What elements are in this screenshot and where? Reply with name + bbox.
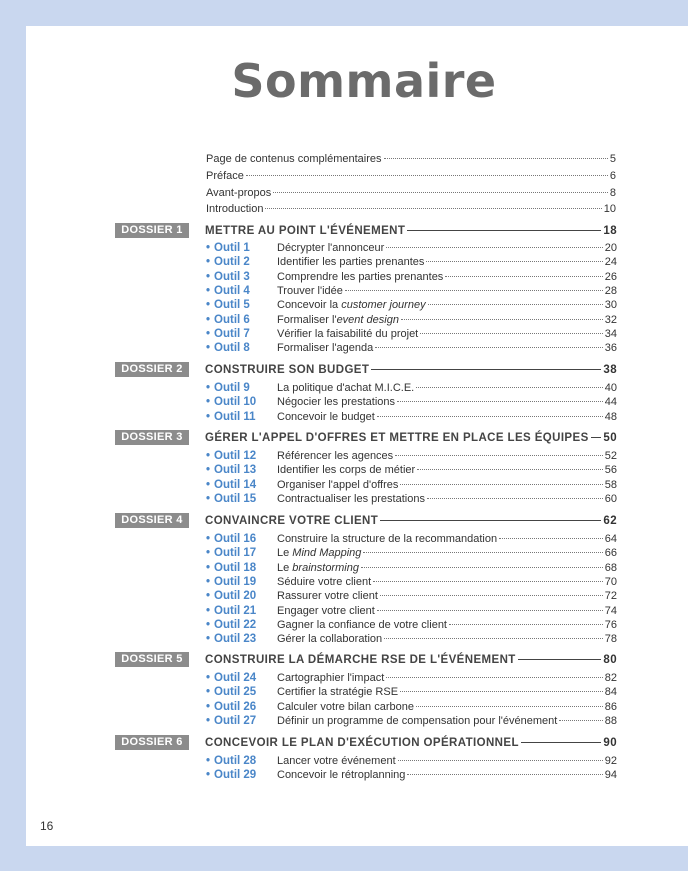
tool-tag [206,327,277,341]
tool-tag-label: Outil 29 [214,769,257,782]
tool-tag [206,241,277,255]
tool-title [277,341,373,355]
bullet-icon: • [206,633,211,646]
tool-page: 82 [604,672,617,684]
toc-entry[interactable] [206,152,616,166]
tool-page: 84 [604,686,617,699]
tool-tag [206,561,277,575]
tool-tag [206,341,277,355]
tool-tag [206,632,277,646]
dossier-heading[interactable] [205,653,617,667]
bullet-icon: • [206,313,211,326]
tool-title-text: Le [277,561,293,574]
tool-title-text: Concevoir le budget [277,410,375,423]
leader-dots [363,552,602,553]
toc-entry-page: 8 [609,187,616,199]
leader-dots [445,276,602,277]
tool-title [277,313,399,327]
tool-entry[interactable] [206,395,617,409]
leader-dots [417,469,603,470]
tool-title [277,561,359,575]
leader-dots [426,261,602,262]
tool-entry[interactable] [206,241,617,255]
tool-entry[interactable] [206,284,617,298]
tool-title [277,546,361,560]
tool-page: 94 [604,769,617,782]
tool-title [277,618,447,632]
leader-line [407,230,601,231]
tool-entry[interactable] [206,381,617,395]
leader-line [521,742,602,743]
bullet-icon: • [206,270,211,283]
leader-dots [386,247,602,248]
leader-dots [420,333,603,334]
tool-title-text: Formaliser l' [277,313,337,326]
bullet-icon: • [206,700,211,713]
bullet-icon: • [206,342,211,355]
dossier-badge: DOSSIER 1 [115,223,189,238]
tool-entry[interactable] [206,255,617,269]
bullet-icon: • [206,769,211,782]
bullet-icon: • [206,755,211,767]
dossier-title: METTRE AU POINT L'ÉVÉNEMENT [205,225,406,237]
tool-tag-label: Outil 6 [214,313,250,326]
tool-page: 86 [604,700,617,713]
tool-title [277,241,384,255]
tool-tag [206,255,277,269]
tool-title-text: Gérer la collaboration [277,633,383,646]
bullet-icon: • [206,618,211,631]
tool-entry[interactable] [206,561,617,575]
tool-entry[interactable] [206,298,617,312]
tool-tag-label: Outil 10 [214,396,257,409]
tool-title-text: Gagner la confiance de votre client [277,618,447,631]
tool-tag [206,284,277,298]
tool-title-text: Définir un programme de compensation pour l'événement [277,714,558,727]
bullet-icon: • [206,478,211,491]
tool-entry[interactable] [206,463,617,477]
dossier-page: 18 [603,225,617,237]
tool-entry[interactable] [206,575,617,589]
leader-dots [400,691,603,692]
tool-tag-label: Outil 26 [214,700,257,713]
tool-page: 24 [604,256,617,269]
tool-title-text: Vérifier la faisabilité du projet [277,327,419,340]
leader-dots [395,455,603,456]
bullet-icon: • [206,464,211,477]
leader-dots [380,595,603,596]
tool-tag [206,589,277,603]
tool-tag [206,700,277,714]
tool-title-text: Lancer votre événement [277,755,396,767]
tool-tag-label: Outil 9 [214,382,250,394]
toc-entry-page: 6 [609,170,616,182]
tool-title-text: Contractualiser les prestations [277,492,425,505]
tool-title [277,589,378,603]
dossier-heading[interactable] [205,431,617,445]
leader-dots [373,581,603,582]
leader-dots [400,484,602,485]
tool-title [277,604,375,618]
tool-entry[interactable] [206,632,617,646]
tool-tag [206,714,277,728]
toc-entry-label: Avant-propos [206,187,272,199]
tool-entry[interactable] [206,478,617,492]
dossier-title: CONCEVOIR LE PLAN D'EXÉCUTION OPÉRATIONNEL [205,737,519,749]
tool-tag [206,546,277,560]
bullet-icon: • [206,590,211,603]
tool-title-text: Construire la structure de la recommandation [277,533,498,545]
leader-dots [375,347,602,348]
toc-entry-label: Introduction [206,203,264,215]
tool-title [277,632,382,646]
tool-tag [206,270,277,284]
tool-entry[interactable] [206,341,617,355]
tool-tag [206,463,277,477]
leader-dots [416,706,603,707]
document-page [26,26,688,846]
page-title: Sommaire [231,54,497,108]
tool-title-text: Rassurer votre client [277,590,378,603]
tool-title [277,395,395,409]
tool-page: 26 [604,270,617,283]
tool-tag-label: Outil 21 [214,604,257,617]
tool-tag-label: Outil 18 [214,561,257,574]
tool-tag-label: Outil 16 [214,533,257,545]
leader-line [591,437,602,438]
tool-entry[interactable] [206,492,617,506]
leader-dots [397,401,603,402]
leader-dots [377,610,603,611]
tool-page: 76 [604,618,617,631]
bullet-icon: • [206,533,211,545]
toc-entry[interactable] [206,186,616,200]
tool-tag-label: Outil 20 [214,590,257,603]
dossier-badge: DOSSIER 2 [115,362,189,377]
tool-tag-label: Outil 15 [214,492,257,505]
tool-title-italic: Mind Mapping [292,547,362,560]
leader-dots [499,538,603,539]
tool-title-text: Concevoir le rétroplanning [277,769,406,782]
tool-title-italic: brainstorming [292,561,359,574]
tool-page: 68 [604,561,617,574]
bullet-icon: • [206,284,211,297]
tool-title [277,714,557,728]
dossier-page: 50 [603,432,617,444]
tool-entry[interactable] [206,313,617,327]
leader-dots [427,498,603,499]
tool-entry[interactable] [206,754,617,768]
tool-title [277,532,497,546]
toc-entry-page: 10 [603,203,616,215]
tool-title-text: Décrypter l'annonceur [277,242,385,254]
tool-entry[interactable] [206,714,617,728]
bullet-icon: • [206,396,211,409]
tool-tag-label: Outil 2 [214,256,250,269]
tool-page: 78 [604,633,617,646]
tool-tag-label: Outil 8 [214,342,250,355]
tool-entry[interactable] [206,410,617,424]
tool-title [277,255,424,269]
tool-title-text: Séduire votre client [277,575,372,588]
tool-tag [206,298,277,312]
dossier-heading[interactable] [205,736,617,750]
leader-line [371,369,601,370]
tool-entry[interactable] [206,532,617,546]
tool-entry[interactable] [206,618,617,632]
tool-tag-label: Outil 12 [214,450,257,462]
leader-dots [428,304,603,305]
tool-page: 32 [604,313,617,326]
tool-tag-label: Outil 27 [214,714,257,727]
bullet-icon: • [206,450,211,462]
tool-title-text: Calculer votre bilan carbone [277,700,414,713]
tool-page: 28 [604,284,617,297]
tool-tag [206,768,277,782]
tool-title [277,463,415,477]
tool-title-text: Cartographier l'impact [277,672,385,684]
leader-line [380,520,601,521]
dossier-badge: DOSSIER 3 [115,430,189,445]
tool-title-italic: event design [336,313,399,326]
tool-tag [206,754,277,768]
tool-title [277,492,425,506]
tool-tag-label: Outil 4 [214,284,250,297]
tool-page: 52 [604,450,617,462]
tool-tag [206,492,277,506]
dossier-title: CONSTRUIRE SON BUDGET [205,364,370,376]
tool-title-text: Négocier les prestations [277,396,396,409]
tool-title [277,327,418,341]
bullet-icon: • [206,242,211,254]
bullet-icon: • [206,492,211,505]
leader-dots [401,319,603,320]
tool-title [277,671,384,685]
leader-dots [384,638,603,639]
tool-entry[interactable] [206,604,617,618]
leader-dots [246,175,608,176]
bullet-icon: • [206,410,211,423]
bullet-icon: • [206,382,211,394]
leader-dots [384,158,608,159]
dossier-title: GÉRER L'APPEL D'OFFRES ET METTRE EN PLACE LES ÉQUIPES [205,432,589,444]
tool-page: 66 [604,547,617,560]
leader-dots [559,720,602,721]
tool-title-text: La politique d'achat M.I.C.E. [277,382,415,394]
tool-page: 72 [604,590,617,603]
tool-title [277,410,375,424]
leader-dots [265,208,601,209]
tool-entry[interactable] [206,589,617,603]
bullet-icon: • [206,256,211,269]
tool-entry[interactable] [206,671,617,685]
tool-tag-label: Outil 13 [214,464,257,477]
tool-entry[interactable] [206,685,617,699]
tool-tag-label: Outil 17 [214,547,257,560]
dossier-badge: DOSSIER 4 [115,513,189,528]
tool-entry[interactable] [206,449,617,463]
tool-title-text: Le [277,547,293,560]
dossier-page: 62 [603,515,617,527]
tool-tag [206,618,277,632]
tool-page: 48 [604,410,617,423]
tool-page: 20 [604,242,617,254]
tool-page: 70 [604,575,617,588]
tool-tag-label: Outil 5 [214,299,250,312]
tool-title-text: Formaliser l'agenda [277,342,374,355]
tool-page: 60 [604,492,617,505]
bullet-icon: • [206,561,211,574]
leader-dots [407,774,602,775]
toc-entry[interactable] [206,202,616,216]
bullet-icon: • [206,714,211,727]
tool-tag [206,478,277,492]
toc-entry-page: 5 [609,153,616,165]
leader-dots [345,290,603,291]
tool-tag-label: Outil 25 [214,686,257,699]
dossier-title: CONSTRUIRE LA DÉMARCHE RSE DE L'ÉVÉNEMENT [205,654,516,666]
tool-tag-label: Outil 7 [214,327,250,340]
leader-dots [398,760,603,761]
tool-tag-label: Outil 1 [214,242,250,254]
bullet-icon: • [206,604,211,617]
tool-tag [206,685,277,699]
leader-line [518,659,602,660]
bullet-icon: • [206,672,211,684]
tool-title [277,381,414,395]
tool-page: 56 [604,464,617,477]
tool-tag [206,449,277,463]
tool-page: 88 [604,714,617,727]
tool-tag-label: Outil 23 [214,633,257,646]
tool-title-text: Référencer les agences [277,450,394,462]
tool-title [277,298,426,312]
bullet-icon: • [206,327,211,340]
dossier-badge: DOSSIER 6 [115,735,189,750]
dossier-page: 38 [603,364,617,376]
leader-dots [386,677,602,678]
tool-entry[interactable] [206,700,617,714]
toc-entry[interactable] [206,169,616,183]
tool-title-text: Identifier les corps de métier [277,464,416,477]
tool-title [277,284,343,298]
tool-title [277,685,398,699]
tool-title [277,575,371,589]
tool-tag-label: Outil 3 [214,270,250,283]
dossier-page: 90 [603,737,617,749]
tool-title-italic: customer journey [341,299,426,312]
tool-page: 92 [604,755,617,767]
leader-dots [416,387,603,388]
dossier-page: 80 [603,654,617,666]
tool-page: 34 [604,327,617,340]
tool-title-text: Concevoir la [277,299,342,312]
tool-tag [206,395,277,409]
dossier-heading[interactable] [205,363,617,377]
tool-tag-label: Outil 24 [214,672,257,684]
tool-page: 40 [604,382,617,394]
tool-title-text: Engager votre client [277,604,375,617]
tool-page: 30 [604,299,617,312]
leader-dots [449,624,603,625]
tool-page: 44 [604,396,617,409]
tool-tag-label: Outil 28 [214,755,257,767]
tool-entry[interactable] [206,327,617,341]
tool-title [277,754,396,768]
tool-entry[interactable] [206,270,617,284]
bullet-icon: • [206,547,211,560]
dossier-badge: DOSSIER 5 [115,652,189,667]
tool-title [277,478,398,492]
leader-dots [377,416,603,417]
tool-page: 74 [604,604,617,617]
tool-tag-label: Outil 19 [214,575,257,588]
tool-page: 36 [604,342,617,355]
tool-tag [206,575,277,589]
bullet-icon: • [206,575,211,588]
dossier-heading[interactable] [205,224,617,238]
tool-title [277,270,443,284]
tool-title-text: Identifier les parties prenantes [277,256,425,269]
tool-title [277,768,405,782]
tool-title [277,449,393,463]
tool-tag-label: Outil 22 [214,618,257,631]
tool-entry[interactable] [206,546,617,560]
tool-tag [206,604,277,618]
toc-entry-label: Préface [206,170,244,182]
toc-entry-label: Page de contenus complémentaires [206,153,382,165]
tool-tag-label: Outil 14 [214,478,257,491]
page-number: 16 [40,819,54,833]
bullet-icon: • [206,299,211,312]
tool-page: 64 [604,533,617,545]
tool-entry[interactable] [206,768,617,782]
tool-title-text: Comprendre les parties prenantes [277,270,444,283]
tool-tag [206,381,277,395]
tool-tag [206,313,277,327]
tool-title-text: Certifier la stratégie RSE [277,686,399,699]
dossier-title: CONVAINCRE VOTRE CLIENT [205,515,379,527]
tool-title-text: Trouver l'idée [277,284,343,297]
bullet-icon: • [206,686,211,699]
tool-title [277,700,414,714]
leader-dots [273,192,608,193]
tool-tag-label: Outil 11 [214,410,256,423]
tool-tag [206,410,277,424]
tool-page: 58 [604,478,617,491]
tool-title-text: Organiser l'appel d'offres [277,478,399,491]
leader-dots [361,567,603,568]
tool-tag [206,671,277,685]
dossier-heading[interactable] [205,514,617,528]
tool-tag [206,532,277,546]
